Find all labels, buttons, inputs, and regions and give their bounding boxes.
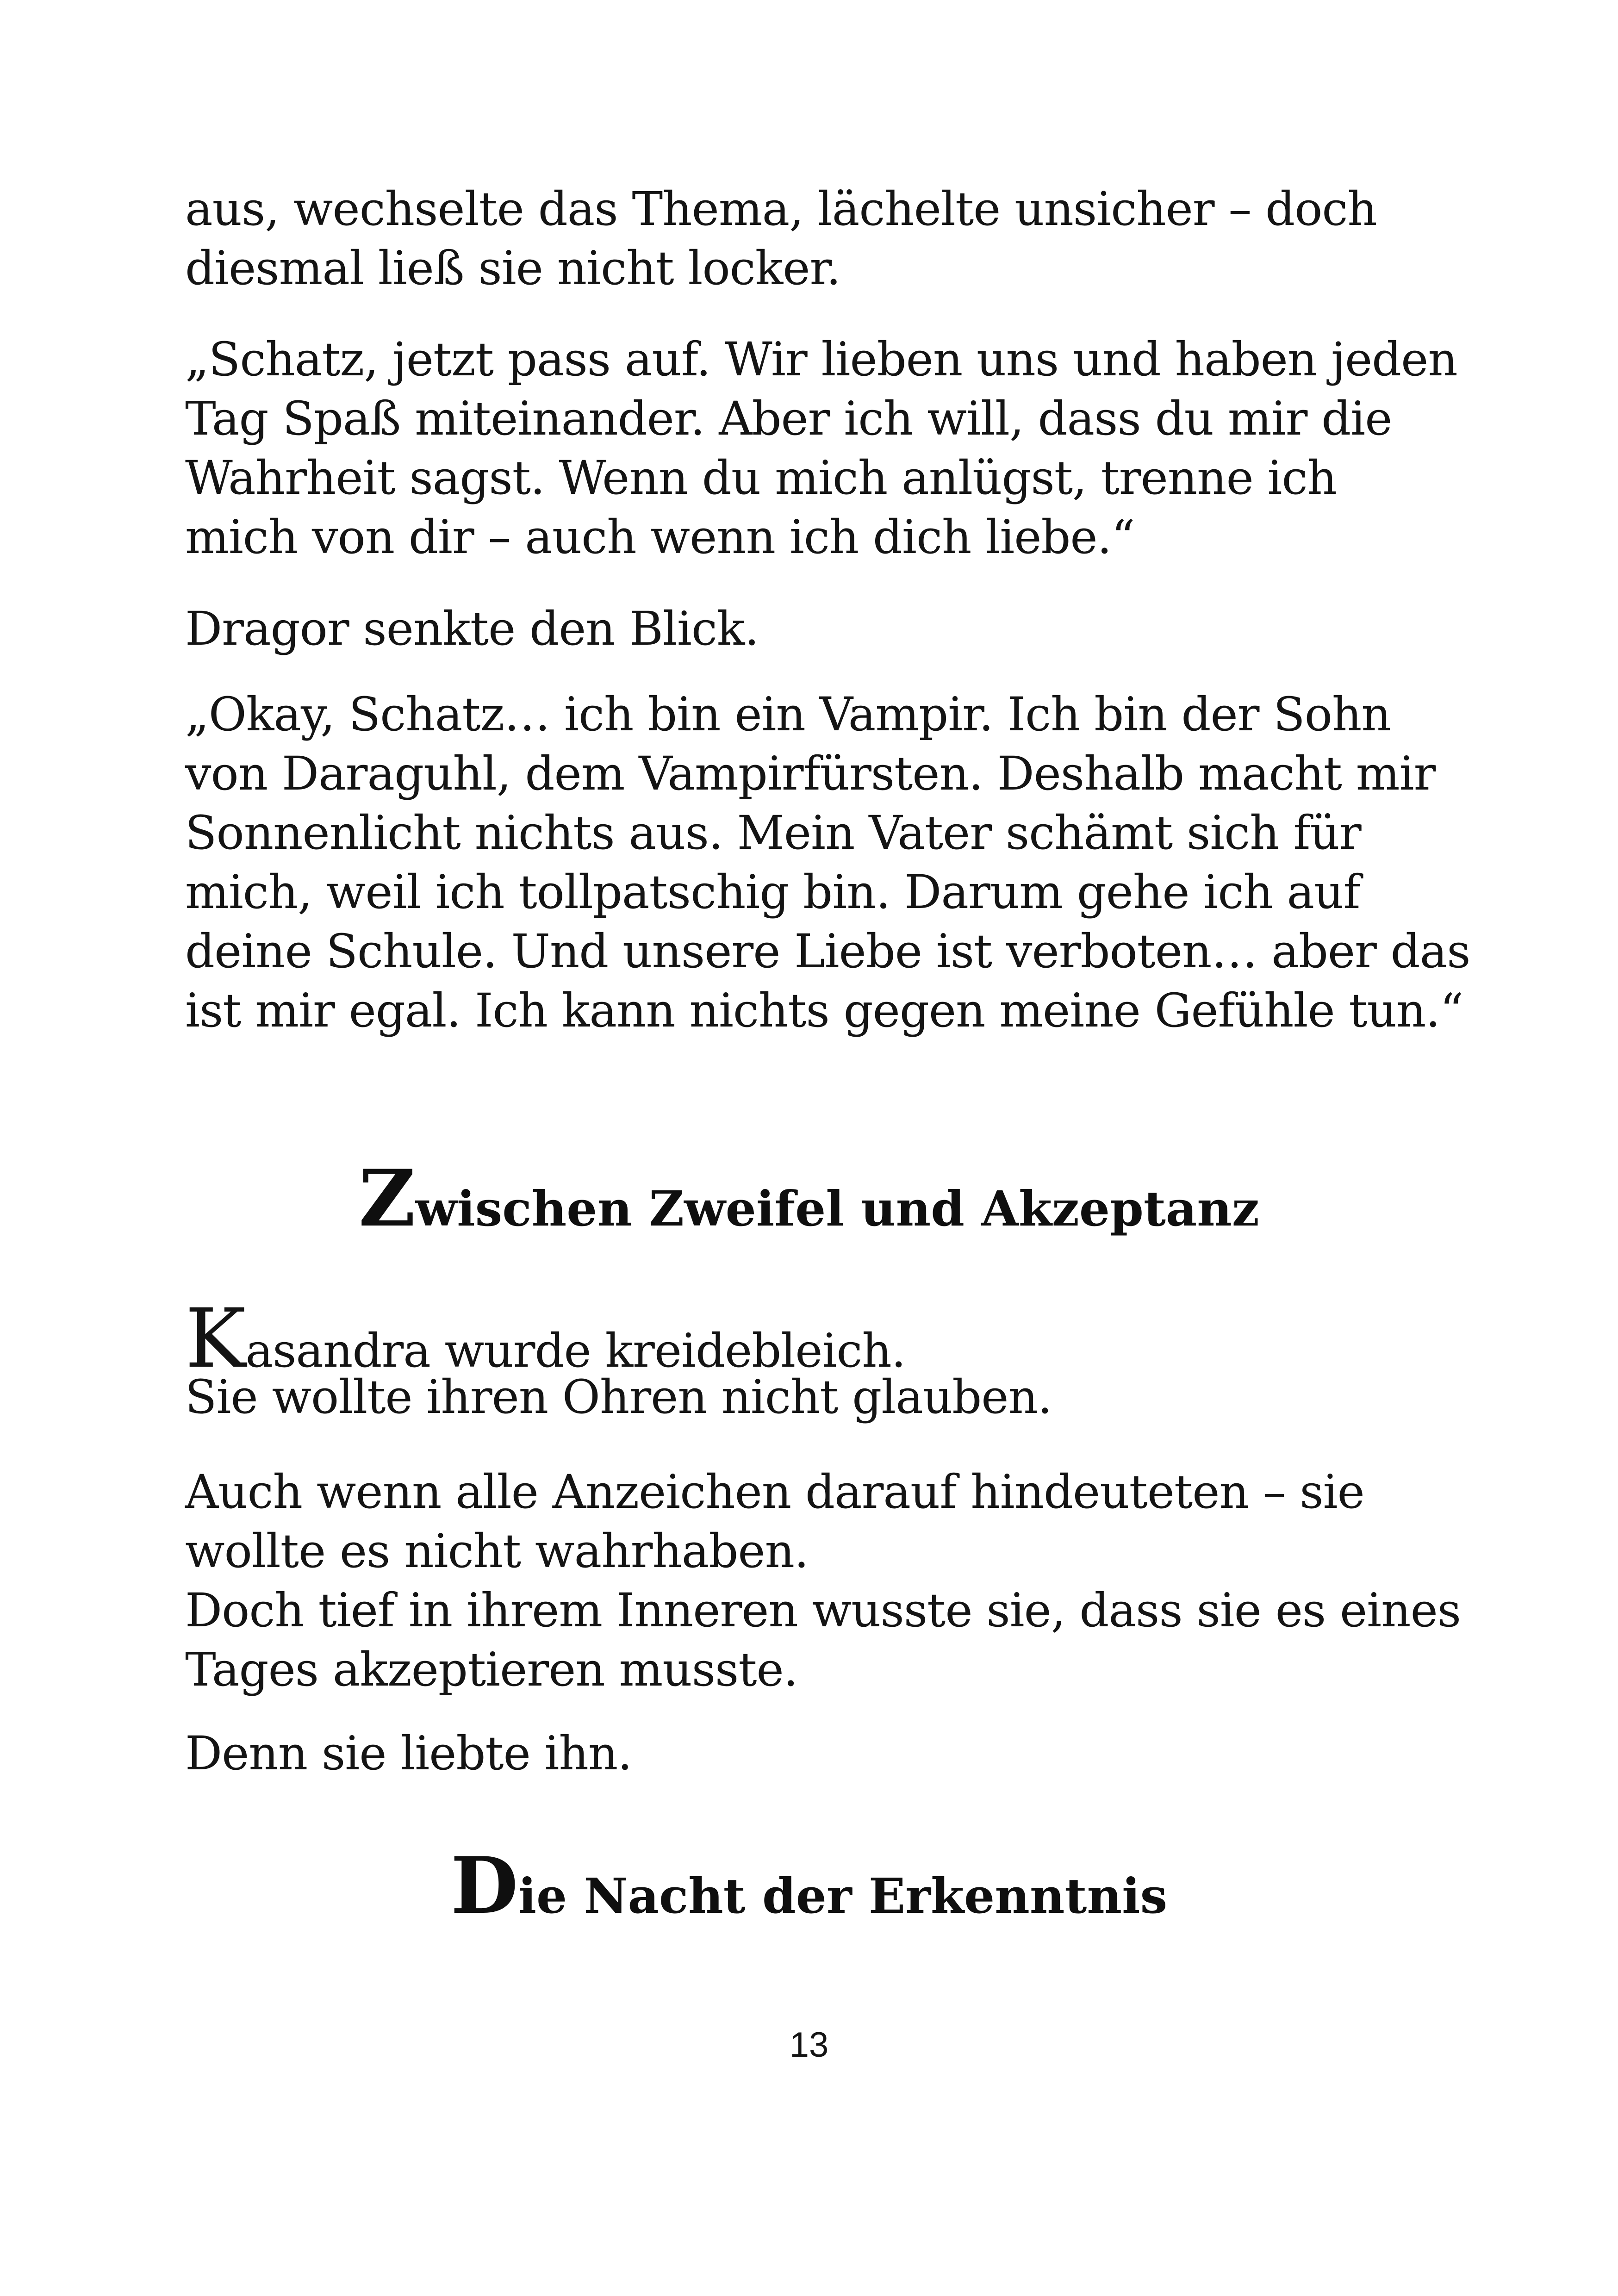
heading-initial: Z xyxy=(359,1152,416,1244)
text-line: „Okay, Schatz… ich bin ein Vampir. Ich bin der Sohn xyxy=(185,687,1391,741)
section-heading-2 xyxy=(0,1840,1618,1931)
text-line: wollte es nicht wahrhaben. xyxy=(185,1524,809,1578)
heading-text: ie Nacht der Erkenntnis xyxy=(518,1867,1168,1924)
text-line: Tag Spaß miteinander. Aber ich will, dass du mir die xyxy=(185,392,1392,446)
text-line: „Schatz, jetzt pass auf. Wir lieben uns und haben jeden xyxy=(185,332,1457,386)
page-number: 13 xyxy=(789,2025,829,2065)
text-line: Denn sie liebte ihn. xyxy=(185,1726,632,1780)
paragraph-6 xyxy=(185,1462,1462,1699)
text-line: Auch wenn alle Anzeichen darauf hindeuteten – sie xyxy=(185,1465,1364,1519)
text-line: mich von dir – auch wenn ich dich liebe.“ xyxy=(185,510,1135,564)
section-heading-1 xyxy=(0,1152,1618,1244)
text-line: aus, wechselte das Thema, lächelte unsicher – doch xyxy=(185,182,1377,236)
text-line-with-dropcap xyxy=(185,1291,1462,1386)
heading-initial: D xyxy=(450,1840,518,1931)
text-line: von Daraguhl, dem Vampirfürsten. Deshalb macht mir xyxy=(185,747,1436,801)
text-line: mich, weil ich tollpatschig bin. Darum gehe ich auf xyxy=(185,865,1360,919)
paragraph-7 xyxy=(185,1724,1462,1783)
heading-text: wischen Zweifel und Akzeptanz xyxy=(415,1180,1259,1237)
text-line: ist mir egal. Ich kann nichts gegen meine Gefühle tun.“ xyxy=(185,983,1463,1038)
paragraph-4 xyxy=(185,685,1470,1040)
text-line: Tages akzeptieren musste. xyxy=(185,1643,798,1697)
dropcap-line-text: asandra wurde kreidebleich. xyxy=(245,1324,906,1378)
text-line: Doch tief in ihrem Inneren wusste sie, dass sie es eines xyxy=(185,1583,1461,1637)
text-line: Sie wollte ihren Ohren nicht glauben. xyxy=(185,1370,1052,1424)
text-line: Wahrheit sagst. Wenn du mich anlügst, trenne ich xyxy=(185,451,1337,505)
paragraph-3 xyxy=(185,599,1462,659)
text-line: Dragor senkte den Blick. xyxy=(185,602,759,656)
text-line: deine Schule. Und unsere Liebe ist verboten… aber das xyxy=(185,924,1470,978)
paragraph-1 xyxy=(185,180,1462,298)
text-line: diesmal ließ sie nicht locker. xyxy=(185,241,841,295)
paragraph-5 xyxy=(185,1291,1462,1427)
paragraph-2 xyxy=(185,330,1462,567)
drop-cap: K xyxy=(185,1291,246,1386)
text-line: Sonnenlicht nichts aus. Mein Vater schämt sich für xyxy=(185,806,1361,860)
